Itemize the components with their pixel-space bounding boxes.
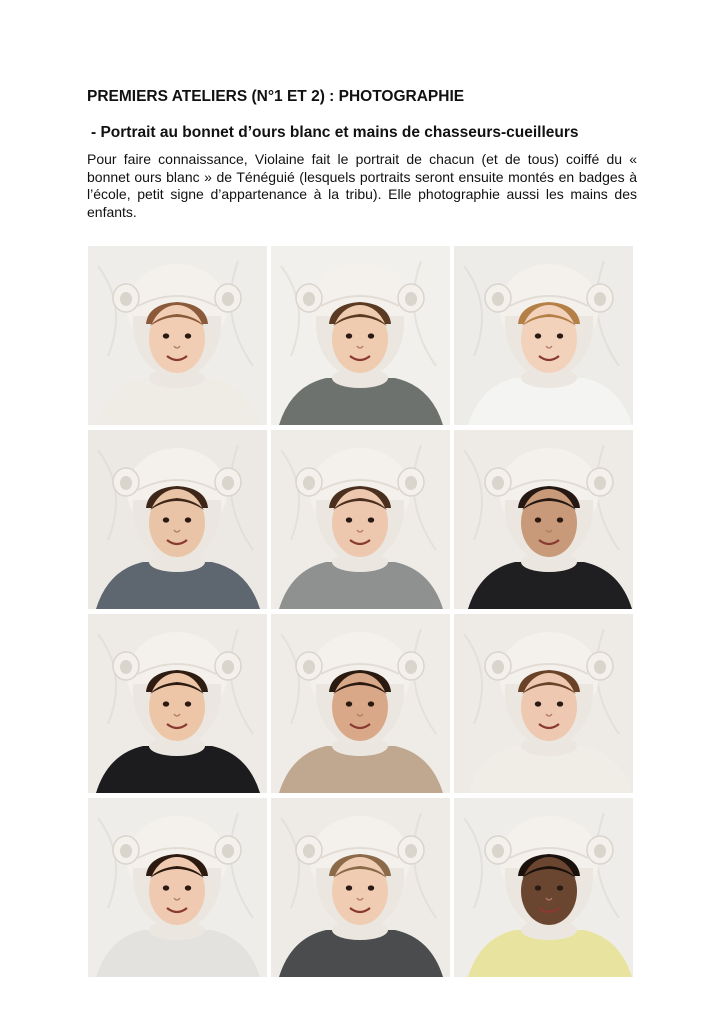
portrait-photo: [271, 798, 450, 977]
portrait-photo: [454, 246, 633, 425]
portrait-photo: [271, 614, 450, 793]
portrait-photo: [88, 430, 267, 609]
portrait-photo: [454, 430, 633, 609]
section-subheading: - Portrait au bonnet d’ours blanc et mains de chasseurs-cueilleurs: [91, 124, 579, 141]
intro-paragraph: Pour faire connaissance, Violaine fait le portrait de chacun (et de tous) coiffé du « bonnet ours blanc » de Ténéguié (lesquels portraits seront ensuite montés en badges à l’école, petit signe d’appartenance à la tribu). Elle photographie aussi les mains des enfants.: [87, 151, 637, 220]
portrait-photo: [271, 246, 450, 425]
portrait-photo: [454, 798, 633, 977]
portrait-photo: [88, 798, 267, 977]
portrait-photo: [88, 614, 267, 793]
portrait-photo: [271, 430, 450, 609]
portrait-grid: [88, 246, 633, 977]
portrait-photo: [454, 614, 633, 793]
section-heading: PREMIERS ATELIERS (N°1 ET 2) : PHOTOGRAPHIE: [87, 88, 465, 105]
portrait-photo: [88, 246, 267, 425]
